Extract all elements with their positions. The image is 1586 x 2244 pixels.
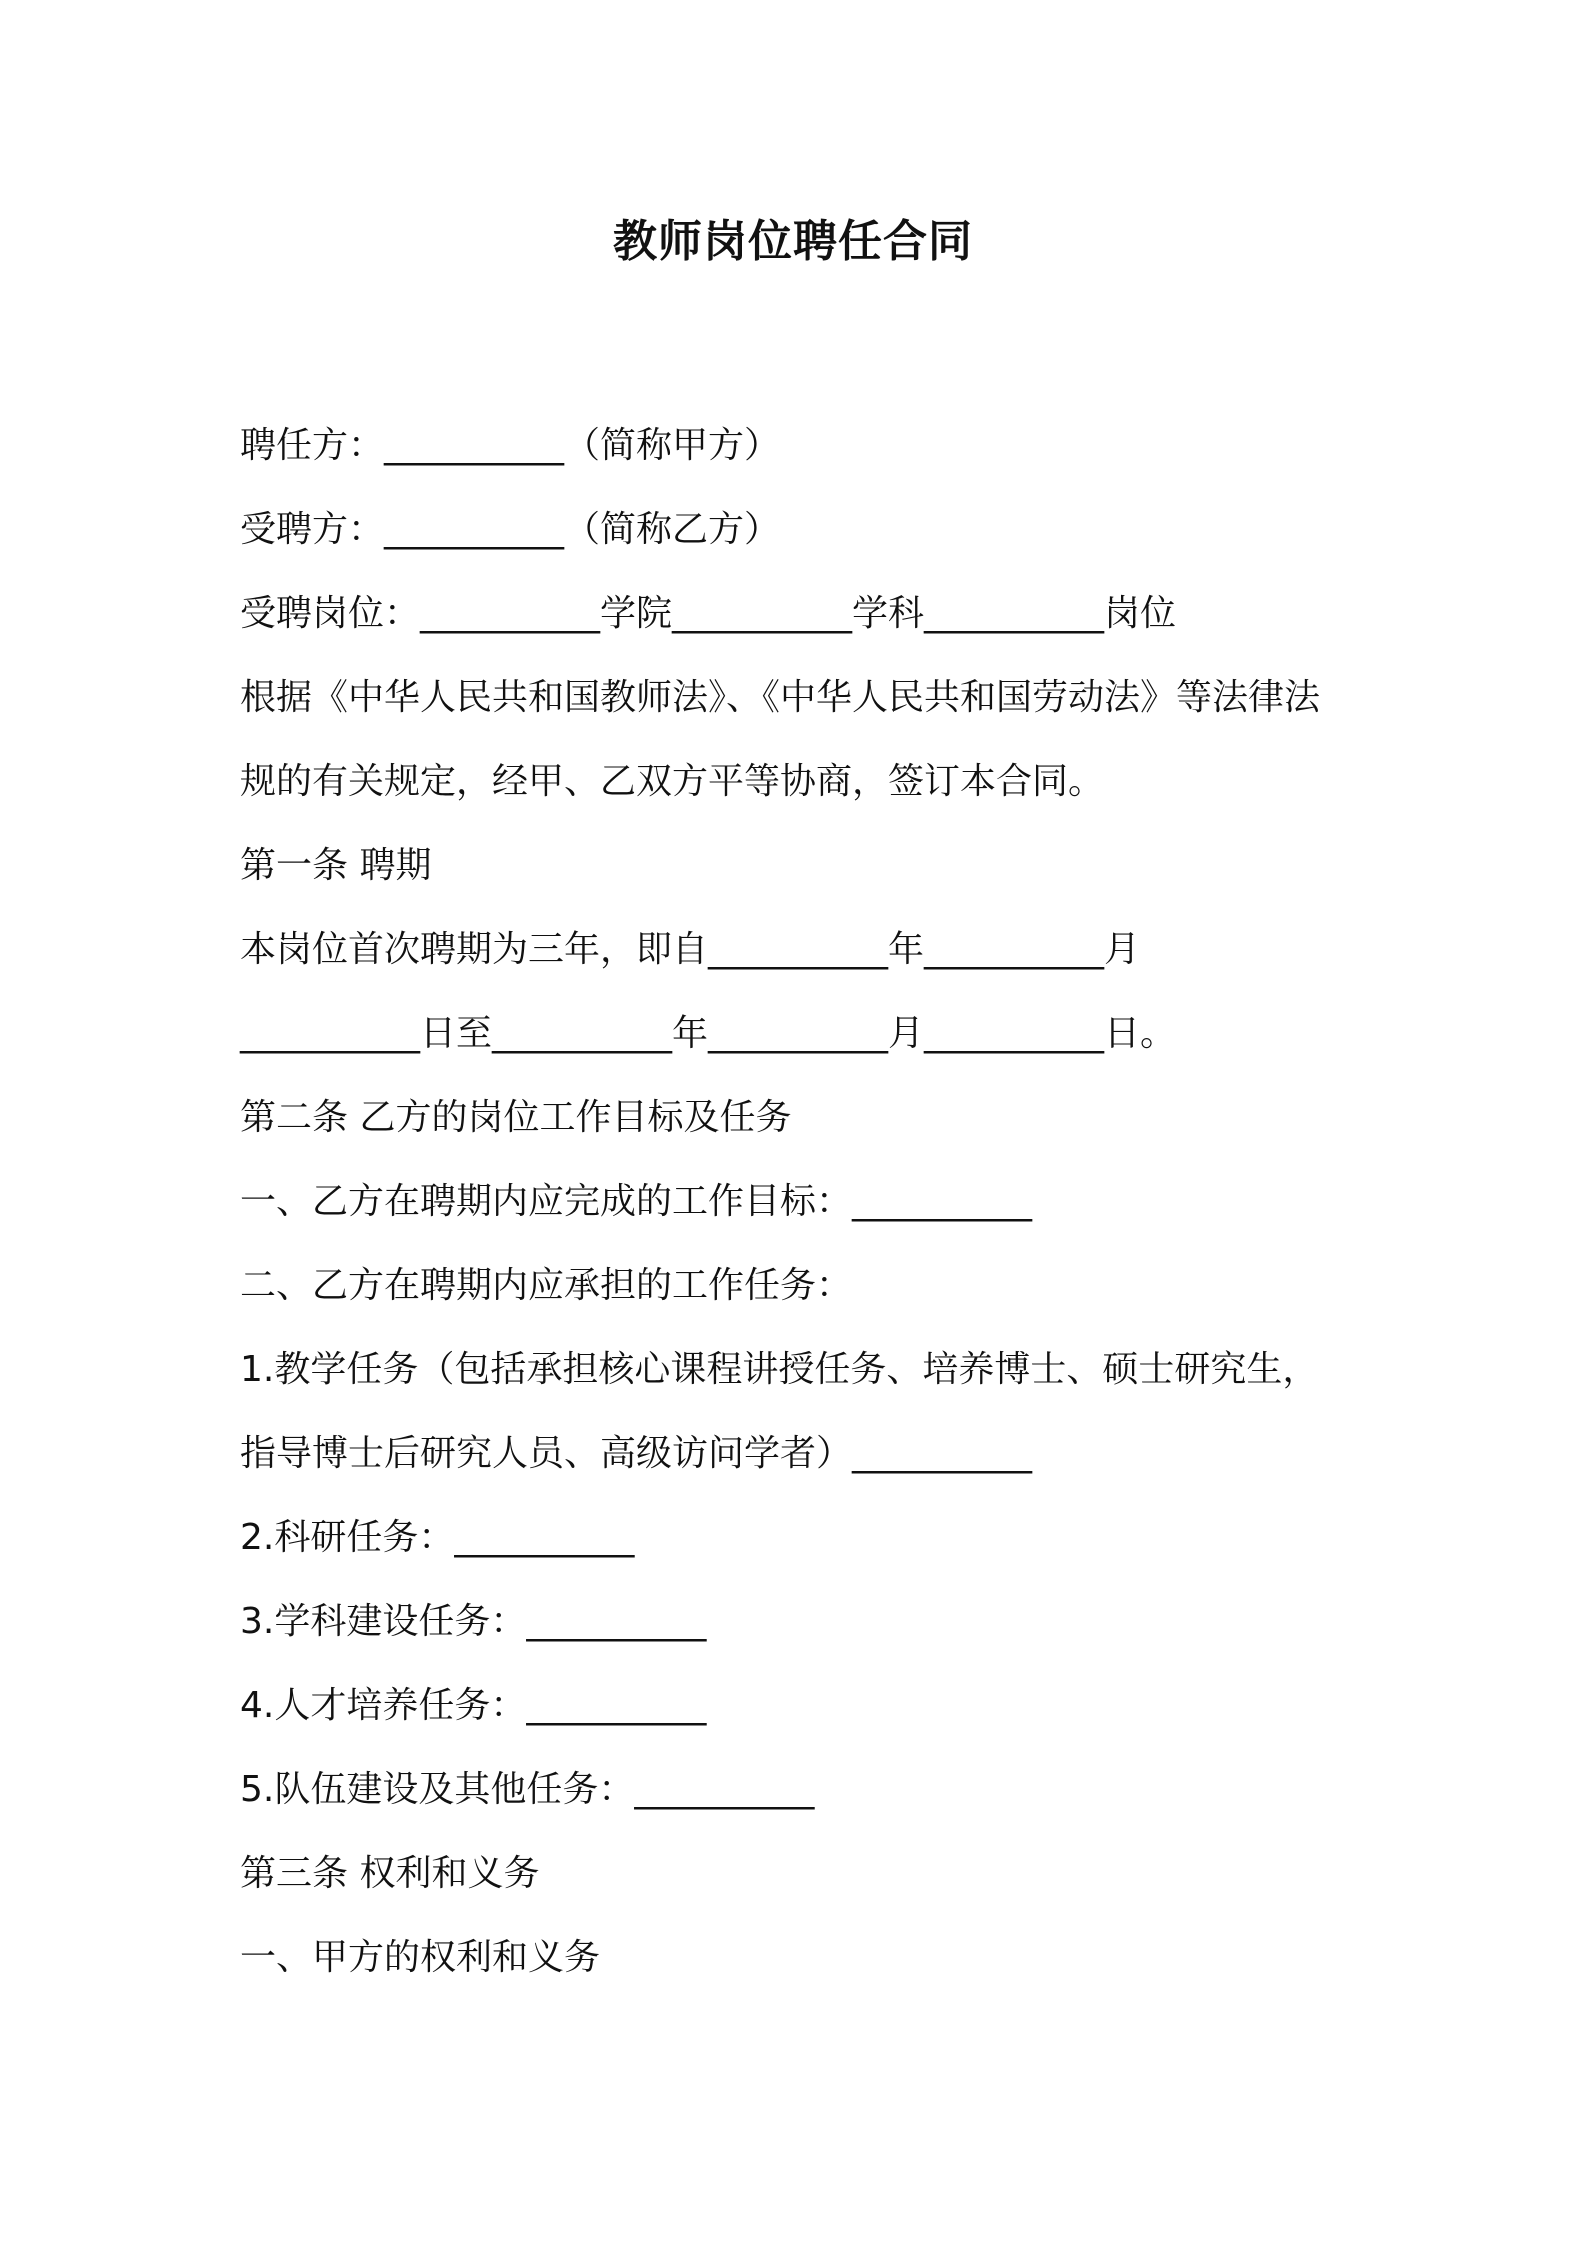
article-2-heading: 第二条 乙方的岗位工作目标及任务 [240, 1097, 792, 1138]
party-b-line: 受聘方：__________（简称乙方） [240, 509, 781, 550]
preamble-line-2: 规的有关规定，经甲、乙双方平等协商，签订本合同。 [240, 761, 1105, 802]
document-title: 教师岗位聘任合同 [613, 216, 973, 267]
article-3-heading: 第三条 权利和义务 [240, 1853, 540, 1894]
team-task-line: 5.队伍建设及其他任务：__________ [240, 1769, 815, 1810]
work-tasks-line: 二、乙方在聘期内应承担的工作任务： [240, 1265, 853, 1306]
teaching-task-line-1: 1.教学任务（包括承担核心课程讲授任务、培养博士、硕士研究生， [240, 1349, 1319, 1390]
contract-body [240, 404, 1370, 2000]
teaching-task-line-2: 指导博士后研究人员、高级访问学者）__________ [240, 1433, 1033, 1474]
discipline-task-line: 3.学科建设任务：__________ [240, 1601, 707, 1642]
position-line: 受聘岗位：__________学院__________学科__________岗位 [240, 593, 1177, 634]
term-line-2: __________日至__________年__________月__________日。 [240, 1013, 1176, 1054]
term-line-1: 本岗位首次聘期为三年，即自__________年__________月 [240, 929, 1141, 970]
work-goal-line: 一、乙方在聘期内应完成的工作目标：__________ [240, 1181, 1033, 1222]
party-a-rights-heading: 一、甲方的权利和义务 [240, 1937, 601, 1978]
party-a-line: 聘任方：__________（简称甲方） [240, 425, 781, 466]
research-task-line: 2.科研任务：__________ [240, 1517, 635, 1558]
article-1-heading: 第一条 聘期 [240, 845, 432, 886]
preamble-line-1: 根据《中华人民共和国教师法》、《中华人民共和国劳动法》等法律法 [240, 677, 1321, 718]
talent-task-line: 4.人才培养任务：__________ [240, 1685, 707, 1726]
